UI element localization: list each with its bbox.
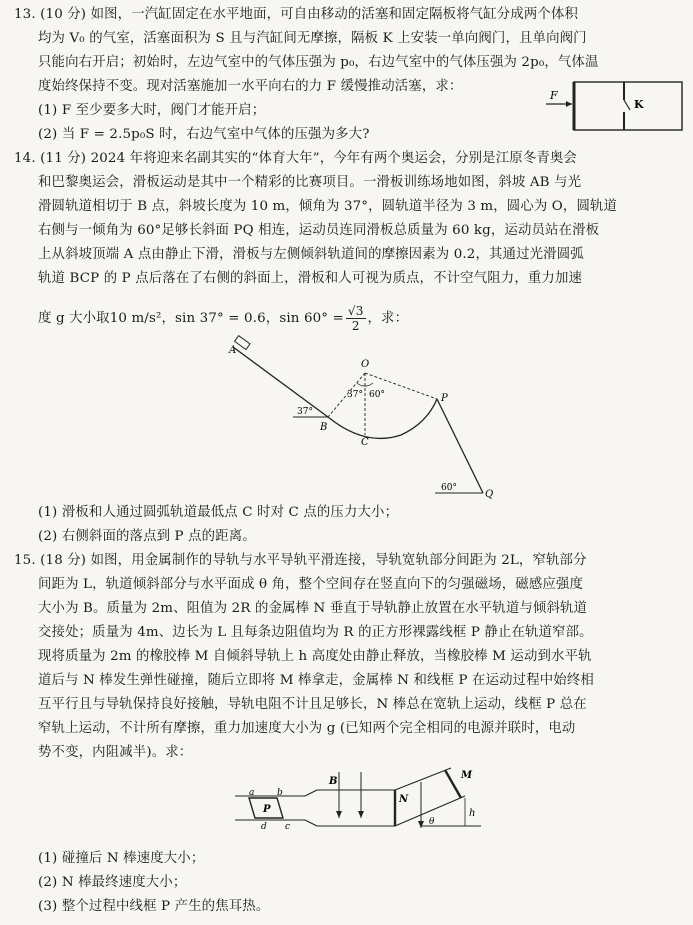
q13-line-1: 13. (10 分) 如图，一汽缸固定在水平地面，可自由移动的活塞和固定隔板将气缸分成两个体积 (14, 7, 579, 22)
q13-part-2: (2) 当 F = 2.5p₀S 时，右边气室中气体的压强为多大? (38, 127, 370, 142)
slope-angle: 37° (297, 407, 313, 417)
q13-line-3: 只能向右开启；初始时，左边气室中的气体压强为 p₀，右边气室中的气体压强为 2p₀，气体温 (38, 55, 599, 70)
bar-m (445, 770, 461, 798)
force-label: F (550, 89, 558, 102)
q13-line-4: 度始终保持不变。现对活塞施加一水平向右的力 F 缓慢推动活塞，求： (38, 79, 463, 94)
q15-line-5: 现将质量为 2m 的橡胶棒 M 自倾斜导轨上 h 高度处由静止释放，当橡胶棒 M 运动到水平轨 (38, 649, 592, 664)
q14-line-7 (38, 304, 408, 333)
q15-line-7: 互平行且与导轨保持良好接触，导轨电阻不计且足够长，N 棒总在宽轨上运动，线框 P 总在 (38, 697, 587, 712)
q14-line-3: 滑圆轨道相切于 B 点，斜坡长度为 10 m，倾角为 37°，圆轨道半径为 3 m，圆心为 O，圆轨道 (38, 199, 618, 214)
q15-part-2: (2) N 棒最终速度大小； (38, 875, 187, 890)
arc-bcp (328, 399, 437, 438)
b-field-head-1 (336, 811, 342, 818)
q14-part-2: (2) 右侧斜面的落点到 P 点的距离。 (38, 529, 256, 544)
q15-part-1: (1) 碰撞后 N 棒速度大小； (38, 851, 205, 866)
valve-label: K (634, 98, 644, 111)
label-c: C (361, 437, 369, 448)
q15-line-8: 窄轨上运动，不计所有摩擦，重力加速度大小为 g (已知两个完全相同的电源并联时，电动 (38, 721, 576, 736)
label-theta: θ (429, 817, 435, 827)
q14-line-7-suffix: ，求： (367, 310, 409, 326)
label-b-field: B (329, 776, 338, 787)
q15-part-3: (3) 整个过程中线框 P 产生的焦耳热。 (38, 899, 270, 914)
label-h: h (469, 808, 476, 819)
q14-part-1: (1) 滑板和人通过圆弧轨道最低点 C 时对 C 点的压力大小； (38, 505, 399, 520)
label-p: P (441, 393, 448, 404)
label-bar-m: M (461, 770, 473, 781)
label-q: Q (485, 489, 494, 500)
b-field-head-3 (418, 821, 424, 828)
label-c: c (285, 822, 291, 832)
angle-o-right: 60° (369, 390, 385, 400)
skateboard (235, 336, 250, 350)
label-a: a (249, 788, 255, 798)
q14-line-4: 右侧与一倾角为 60°足够长斜面 PQ 相连，运动员连同滑板总质量为 60 kg，运动员站在滑板 (38, 223, 600, 238)
slope-ab (233, 347, 328, 417)
q13-part-1: (1) F 至少要多大时，阀门才能开启； (38, 103, 266, 118)
fraction-numerator: √3 (347, 304, 364, 318)
q15-line-1: 15. (18 分) 如图，用金属制作的导轨与水平导轨平滑连接，导轨宽轨部分间距为 2L，窄轨部分 (14, 553, 587, 568)
q15-line-6: 道后与 N 棒发生弹性碰撞，随后立即将 M 棒拿走，金属棒 N 和线框 P 在运动过程中始终相 (38, 673, 594, 688)
q15-line-9: 势不变，内阻减半)。求： (38, 745, 193, 760)
angle-o-left: 37° (347, 390, 363, 400)
cylinder-figure (540, 78, 690, 136)
q14-line-7-prefix: 度 g 大小取10 m/s²，sin 37° = 0.6，sin 60° = (38, 310, 344, 326)
label-b: B (320, 422, 328, 433)
b-field-head-2 (358, 811, 364, 818)
rail-step-bottom (305, 820, 317, 826)
incline-rail-top (395, 768, 451, 790)
label-b: b (277, 788, 283, 798)
label-d: d (261, 822, 267, 832)
q15-line-3: 大小为 B。质量为 2m、阻值为 2R 的金属棒 N 垂直于导轨静止放置在水平轨道与倾斜轨道 (38, 601, 588, 616)
q15-line-4: 交接处；质量为 4m、边长为 L 且每条边阻值均为 R 的正方形裸露线框 P 静止在轨道窄部。 (38, 625, 593, 640)
angle-q: 60° (441, 483, 457, 493)
q14-line-1: 14. (11 分) 2024 年将迎来名副其实的“体育大年”，今年有两个奥运会，分别是江原冬青奥会 (14, 151, 577, 166)
rail-step-top (305, 790, 317, 796)
label-bar-n: N (399, 794, 409, 805)
ramp-figure (215, 335, 495, 503)
one-way-valve (624, 100, 630, 110)
q15-line-2: 间距为 L，轨道倾斜部分与水平面成 θ 角，整个空间存在竖直向下的匀强磁场，磁感应强度 (38, 577, 584, 592)
label-a: A (229, 345, 237, 356)
label-o: O (361, 359, 370, 370)
q14-line-6: 轨道 BCP 的 P 点后落在了右侧的斜面上，滑板和人可视为质点，不计空气阻力，重力加速 (38, 271, 583, 286)
sin60-fraction (346, 304, 366, 333)
slope-pq (437, 399, 483, 493)
force-arrow-head (566, 101, 572, 107)
fraction-denominator: 2 (351, 319, 360, 333)
label-frame-p: P (263, 804, 271, 815)
q14-line-5: 上从斜坡顶端 A 点由静止下滑，滑板与左侧倾斜轨道间的摩擦因素为 0.2，其通过光滑圆弧 (38, 247, 584, 262)
q13-line-2: 均为 V₀ 的气室，活塞面积为 S 且与汽缸间无摩擦，隔板 K 上安装一单向阀门，且单向阀门 (38, 31, 587, 46)
q14-line-2: 和巴黎奥运会，滑板运动是其中一个精彩的比赛项目。一滑板训练场地如图，斜坡 AB 与光 (38, 175, 582, 190)
rails-figure (225, 766, 495, 842)
